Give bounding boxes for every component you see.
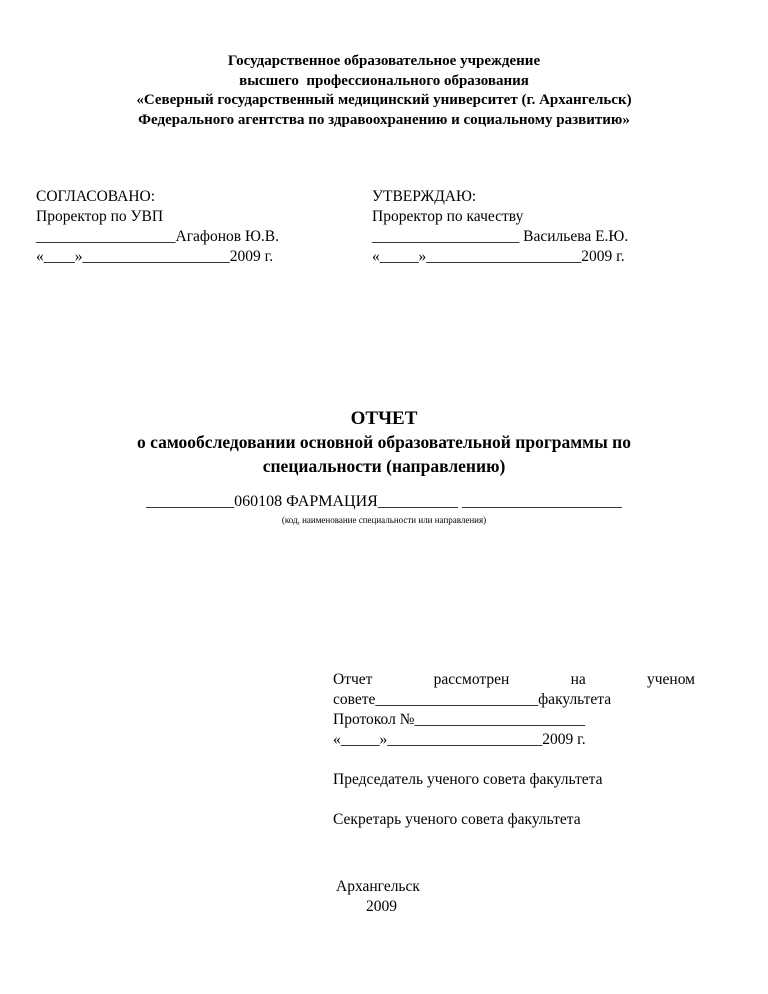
review-line-1 (333, 670, 695, 690)
review-line-2: совете_____________________факультета (333, 691, 612, 708)
institution-header (0, 52, 768, 130)
footer-city: Архангельск (336, 878, 420, 895)
approval-right-position: Проректор по качеству (372, 208, 524, 225)
footer-block (336, 877, 420, 917)
review-block (333, 670, 695, 830)
report-title: ОТЧЕТ (350, 408, 418, 429)
header-line-3: «Северный государственный медицинский университет (г. Архангельск) (136, 92, 632, 108)
spacer (333, 750, 695, 770)
approval-left-position: Проректор по УВП (36, 208, 164, 225)
review-secretary: Секретарь ученого совета факультета (333, 811, 581, 828)
spacer (333, 790, 695, 810)
report-subtitle (0, 430, 768, 478)
review-word-4: ученом (647, 671, 695, 688)
approval-left-date: «____»___________________2009 г. (36, 248, 274, 265)
review-word-2: рассмотрен (433, 671, 510, 688)
specialty-line: ___________060108 ФАРМАЦИЯ__________ ____________________ (146, 493, 622, 510)
specialty-note: (код, наименование специальности или направления) (281, 515, 487, 525)
header-line-2: высшего профессионального образования (239, 72, 529, 89)
header-line-4: Федерального агентства по здравоохранению и социальному развитию» (138, 111, 630, 128)
review-date: «_____»____________________2009 г. (333, 731, 586, 748)
approval-right-signature: ___________________ Васильева Е.Ю. (372, 228, 629, 245)
approval-right-title: УТВЕРЖДАЮ: (372, 188, 477, 205)
footer-year: 2009 (366, 898, 397, 915)
review-protocol: Протокол №______________________ (333, 711, 585, 728)
approval-left-title: СОГЛАСОВАНО: (36, 188, 156, 205)
review-word-1: Отчет (333, 671, 373, 688)
approval-right-date: «_____»____________________2009 г. (372, 248, 625, 265)
report-subtitle-line-1: о самообследовании основной образовательной программы по (137, 432, 631, 452)
approval-block-right (372, 187, 628, 267)
review-chairman: Председатель ученого совета факультета (333, 771, 603, 788)
report-subtitle-line-2: специальности (направлению) (262, 456, 506, 476)
approval-left-signature: __________________Агафонов Ю.В. (36, 228, 279, 245)
approval-block-left (36, 187, 279, 267)
header-line-1: Государственное образовательное учреждение (227, 53, 541, 69)
review-word-3: на (570, 671, 586, 688)
